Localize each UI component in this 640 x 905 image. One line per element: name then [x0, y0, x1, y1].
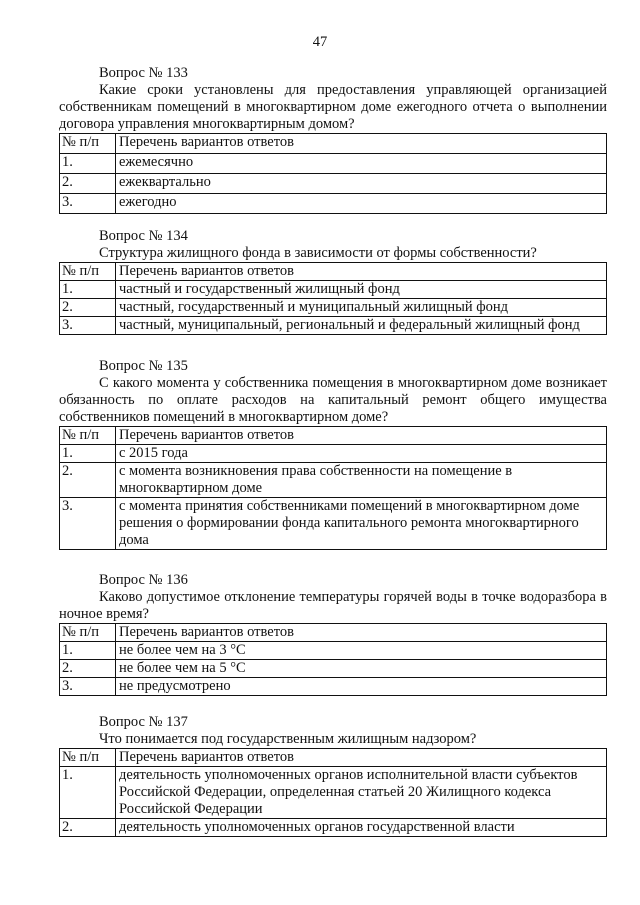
table-row — [60, 445, 607, 463]
answer-num: 1. — [60, 154, 116, 174]
answer-text: деятельность уполномоченных органов государственной власти — [116, 819, 607, 837]
page-number: 47 — [312, 34, 328, 50]
answer-num: 2. — [60, 299, 116, 317]
table-header-row — [60, 624, 607, 642]
table-row — [60, 299, 607, 317]
answers-table — [59, 426, 607, 550]
answer-num: 2. — [60, 819, 116, 837]
table-header-row — [60, 263, 607, 281]
answer-text: не более чем на 3 °С — [116, 642, 607, 660]
header-answers: Перечень вариантов ответов — [116, 749, 607, 767]
answer-text: ежеквартально — [116, 174, 607, 194]
table-row — [60, 317, 607, 335]
answers-table — [59, 623, 607, 696]
table-row — [60, 174, 607, 194]
table-row — [60, 767, 607, 819]
table-row — [60, 194, 607, 214]
question-136 — [59, 572, 607, 696]
header-answers: Перечень вариантов ответов — [116, 263, 607, 281]
question-text: Какие сроки установлены для предоставления управляющей организацией собственникам помещений в многоквартирном доме ежегодного отчета о выполнении договора управления многоквартирным домом? — [59, 82, 607, 132]
answers-table — [59, 133, 607, 214]
answer-num: 2. — [60, 174, 116, 194]
table-header-row — [60, 134, 607, 154]
header-num: № п/п — [60, 624, 116, 642]
table-row — [60, 819, 607, 837]
table-header-row — [60, 749, 607, 767]
answer-text: с момента возникновения права собственности на помещение в многоквартирном доме — [116, 463, 607, 498]
question-134 — [59, 228, 607, 335]
question-133 — [59, 65, 607, 214]
question-137 — [59, 714, 607, 837]
answer-num: 1. — [60, 281, 116, 299]
question-title: Вопрос № 137 — [99, 714, 188, 730]
answer-text: частный и государственный жилищный фонд — [116, 281, 607, 299]
question-title: Вопрос № 135 — [99, 358, 188, 374]
answer-text: не более чем на 5 °С — [116, 660, 607, 678]
header-answers: Перечень вариантов ответов — [116, 427, 607, 445]
answer-num: 1. — [60, 642, 116, 660]
header-answers: Перечень вариантов ответов — [116, 624, 607, 642]
question-text: Что понимается под государственным жилищным надзором? — [99, 731, 477, 747]
table-row — [60, 660, 607, 678]
answer-num: 3. — [60, 194, 116, 214]
question-title: Вопрос № 134 — [99, 228, 188, 244]
answer-num: 3. — [60, 317, 116, 335]
header-num: № п/п — [60, 134, 116, 154]
answers-table — [59, 262, 607, 335]
header-num: № п/п — [60, 749, 116, 767]
table-row — [60, 154, 607, 174]
header-answers: Перечень вариантов ответов — [116, 134, 607, 154]
question-text: С какого момента у собственника помещения в многоквартирном доме возникает обязанность по оплате расходов на капитальный ремонт общего имущества собственников помещений в многоквартирном доме? — [59, 375, 607, 425]
answer-num: 2. — [60, 660, 116, 678]
answer-num: 1. — [60, 445, 116, 463]
answer-num: 3. — [60, 678, 116, 696]
answer-text: ежегодно — [116, 194, 607, 214]
answer-text: деятельность уполномоченных органов исполнительной власти субъектов Российской Федерации, определенная статьей 20 Жилищного кодекса Российской Федерации — [116, 767, 607, 819]
header-num: № п/п — [60, 263, 116, 281]
header-num: № п/п — [60, 427, 116, 445]
answer-num: 3. — [60, 498, 116, 550]
table-row — [60, 498, 607, 550]
question-title: Вопрос № 136 — [99, 572, 188, 588]
answer-text: частный, государственный и муниципальный жилищный фонд — [116, 299, 607, 317]
table-row — [60, 463, 607, 498]
question-text: Структура жилищного фонда в зависимости от формы собственности? — [99, 245, 537, 261]
answer-text: с момента принятия собственниками помещений в многоквартирном доме решения о формировании фонда капитального ремонта многоквартирного дома — [116, 498, 607, 550]
answer-text: с 2015 года — [116, 445, 607, 463]
table-row — [60, 281, 607, 299]
table-row — [60, 642, 607, 660]
table-header-row — [60, 427, 607, 445]
answer-text: частный, муниципальный, региональный и федеральный жилищный фонд — [116, 317, 607, 335]
answer-num: 1. — [60, 767, 116, 819]
table-row — [60, 678, 607, 696]
answer-text: не предусмотрено — [116, 678, 607, 696]
answers-table — [59, 748, 607, 837]
question-title: Вопрос № 133 — [99, 65, 188, 81]
answer-text: ежемесячно — [116, 154, 607, 174]
question-135 — [59, 358, 607, 550]
question-text: Каково допустимое отклонение температуры горячей воды в точке водоразбора в ночное время? — [59, 589, 607, 622]
answer-num: 2. — [60, 463, 116, 498]
